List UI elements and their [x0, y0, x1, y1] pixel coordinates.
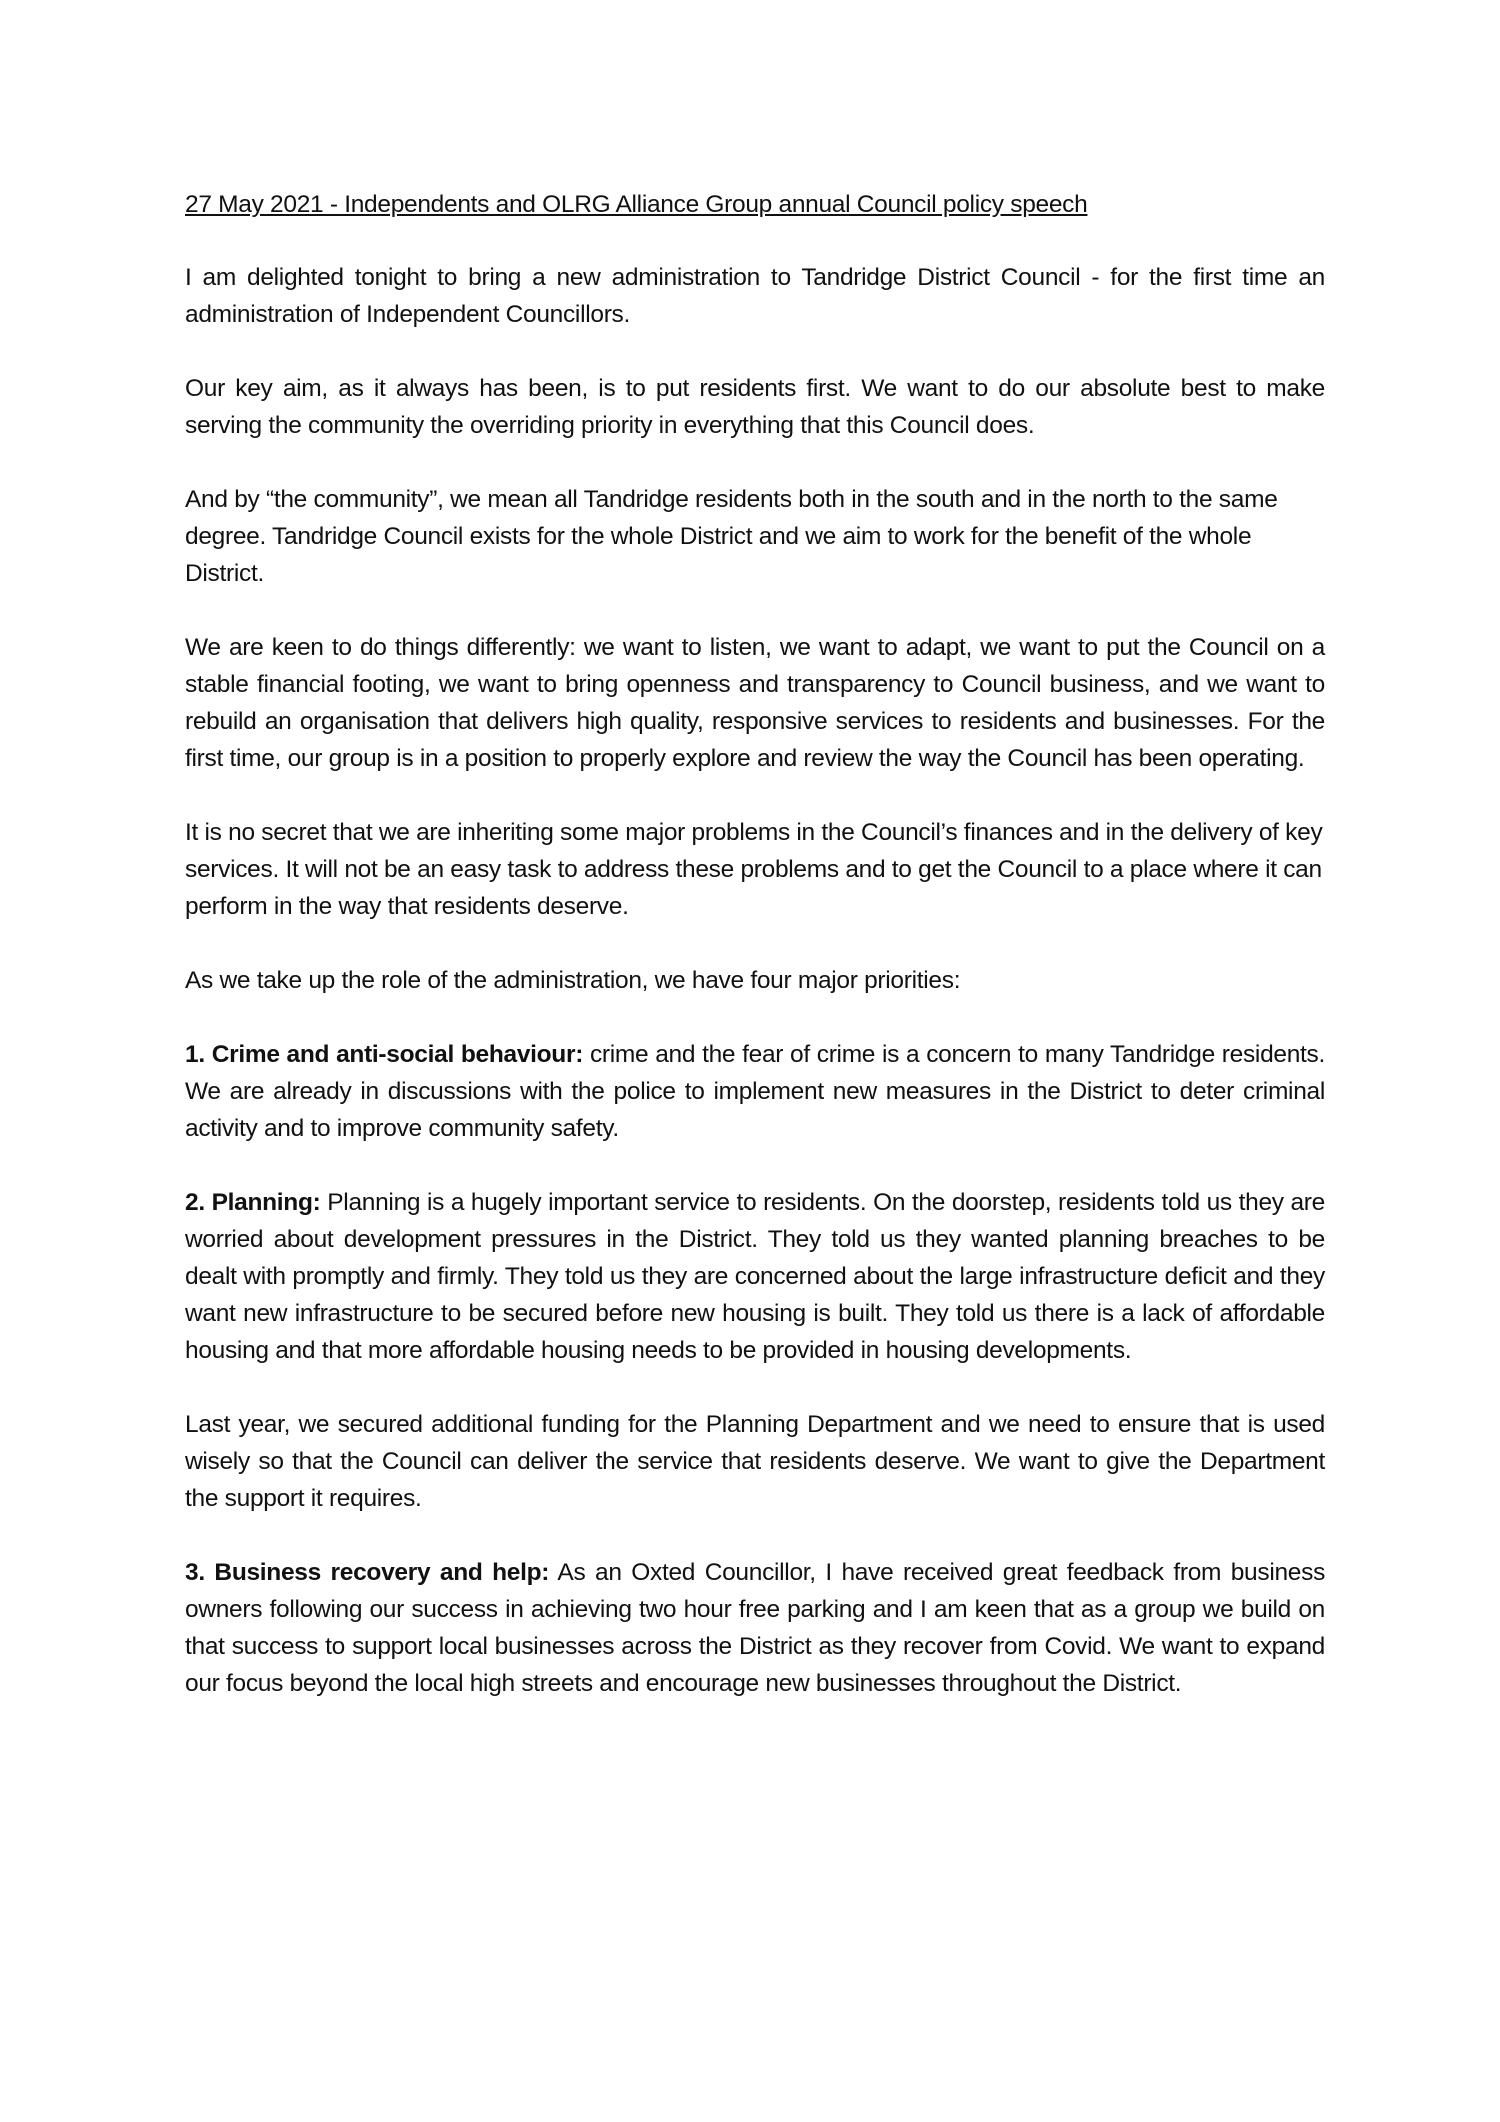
- paragraph-four-priorities: [185, 962, 1325, 999]
- paragraph-text: Our key aim, as it always has been, is to put residents first. We want to do our absolute best to make serving the community the overriding priority in everything that this Council does.: [185, 375, 1325, 439]
- document-heading: 27 May 2021 - Independents and OLRG Alliance Group annual Council policy speech: [185, 191, 1088, 218]
- priority-business: [185, 1554, 1325, 1702]
- paragraph-intro: [185, 259, 1325, 333]
- priority-planning: [185, 1184, 1325, 1369]
- priority-text: Planning is a hugely important service to residents. On the doorstep, residents told us they are worried about development pressures in the District. They told us they wanted planning breaches to be dealt with promptly and firmly. They told us they are concerned about the large infrastructure deficit and they want new infrastructure to be secured before new housing is built. They told us there is a lack of affordable housing and that more affordable housing needs to be provided in housing developments.: [185, 1189, 1325, 1364]
- paragraph-text: It is no secret that we are inheriting some major problems in the Council’s finances and in the delivery of key services. It will not be an easy task to address these problems and to get the Council to a place where it can perform in the way that residents deserve.: [185, 819, 1323, 920]
- paragraph-do-things-differently: [185, 629, 1325, 777]
- paragraph-community: [185, 481, 1325, 592]
- document-body: [185, 186, 1325, 1739]
- priority-lead: 1. Crime and anti-social behaviour:: [185, 1041, 584, 1068]
- priority-text: As an Oxted Councillor, I have received great feedback from business owners following our success in achieving two hour free parking and I am keen that as a group we build on that success to support local businesses across the District as they recover from Covid. We want to expand our focus beyond the local high streets and encourage new businesses throughout the District.: [185, 1559, 1326, 1697]
- paragraph-planning-funding: [185, 1406, 1325, 1517]
- paragraph-key-aim: [185, 370, 1325, 444]
- paragraph-text: Last year, we secured additional funding for the Planning Department and we need to ensure that is used wisely so that the Council can deliver the service that residents deserve. We want to give the Department the support it requires.: [185, 1411, 1325, 1512]
- priority-lead: 2. Planning:: [185, 1189, 321, 1216]
- paragraph-text: And by “the community”, we mean all Tandridge residents both in the south and in the north to the same degree. Tandridge Council exists for the whole District and we aim to work for the benefit of the whole District.: [185, 486, 1278, 587]
- paragraph-text: As we take up the role of the administration, we have four major priorities:: [185, 967, 961, 994]
- paragraph-major-problems: [185, 814, 1325, 925]
- paragraph-text: I am delighted tonight to bring a new administration to Tandridge District Council - for the first time an administration of Independent Councillors.: [185, 264, 1325, 328]
- priority-text: crime and the fear of crime is a concern to many Tandridge residents. We are already in discussions with the police to implement new measures in the District to deter criminal activity and to improve community safety.: [185, 1041, 1326, 1142]
- paragraph-text: We are keen to do things differently: we want to listen, we want to adapt, we want to put the Council on a stable financial footing, we want to bring openness and transparency to Council business, and we want to rebuild an organisation that delivers high quality, responsive services to residents and businesses. For the first time, our group is in a position to properly explore and review the way the Council has been operating.: [185, 634, 1325, 772]
- priority-lead: 3. Business recovery and help:: [185, 1559, 550, 1586]
- priority-crime: [185, 1036, 1325, 1147]
